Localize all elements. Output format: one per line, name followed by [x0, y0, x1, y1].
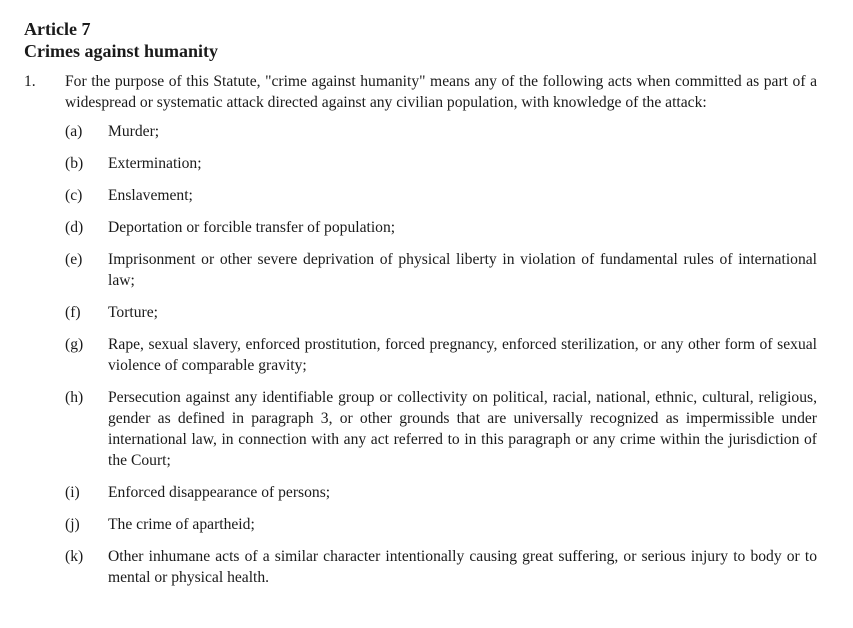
item-label: (k): [65, 548, 84, 565]
item-label: (b): [65, 155, 84, 172]
list-item: [65, 249, 817, 291]
list-item: [65, 387, 817, 471]
list-item: [65, 121, 817, 142]
list-item: [65, 217, 817, 238]
item-text: Extermination;: [108, 155, 202, 172]
list-item: [65, 482, 817, 503]
item-text: Imprisonment or other severe deprivation of physical liberty in violation of fundamental rules of international law;: [108, 251, 817, 289]
item-text: Murder;: [108, 123, 160, 140]
item-label: (h): [65, 389, 84, 406]
item-text: Enforced disappearance of persons;: [108, 484, 331, 501]
item-text: Enslavement;: [108, 187, 193, 204]
article-subtitle: Crimes against humanity: [24, 41, 219, 61]
item-text: Other inhumane acts of a similar character intentionally causing great suffering, or serious injury to body or to mental or physical health.: [108, 548, 817, 586]
list-item: [65, 185, 817, 206]
item-text: Persecution against any identifiable group or collectivity on political, racial, national, ethnic, cultural, religious, gender as defined in paragraph 3, or other grounds that are universally recognized as impermissible under international law, in connection with any act referred to in this paragraph or any crime within the jurisdiction of the Court;: [108, 389, 817, 469]
item-label: (i): [65, 484, 80, 501]
list-item: [65, 546, 817, 588]
item-text: The crime of apartheid;: [108, 516, 255, 533]
list-item: [65, 302, 817, 323]
item-label: (c): [65, 187, 83, 204]
paragraph-number: 1.: [24, 73, 36, 90]
item-text: Rape, sexual slavery, enforced prostitution, forced pregnancy, enforced sterilization, or any other form of sexual violence of comparable gravity;: [108, 336, 817, 374]
item-label: (j): [65, 516, 80, 533]
item-label: (f): [65, 304, 81, 321]
paragraph-1: [24, 71, 831, 113]
article-title: Article 7: [24, 19, 91, 39]
item-label: (e): [65, 251, 83, 268]
list-item: [65, 334, 817, 376]
paragraph-text: For the purpose of this Statute, "crime against humanity" means any of the following acts when committed as part of a widespread or systematic attack directed against any civilian population, with knowledge of the attack:: [65, 73, 817, 111]
item-text: Deportation or forcible transfer of population;: [108, 219, 396, 236]
list-item: [65, 514, 817, 535]
item-list: [65, 121, 831, 588]
list-item: [65, 153, 817, 174]
item-text: Torture;: [108, 304, 159, 321]
item-label: (d): [65, 219, 84, 236]
item-label: (a): [65, 123, 83, 140]
item-label: (g): [65, 336, 84, 353]
